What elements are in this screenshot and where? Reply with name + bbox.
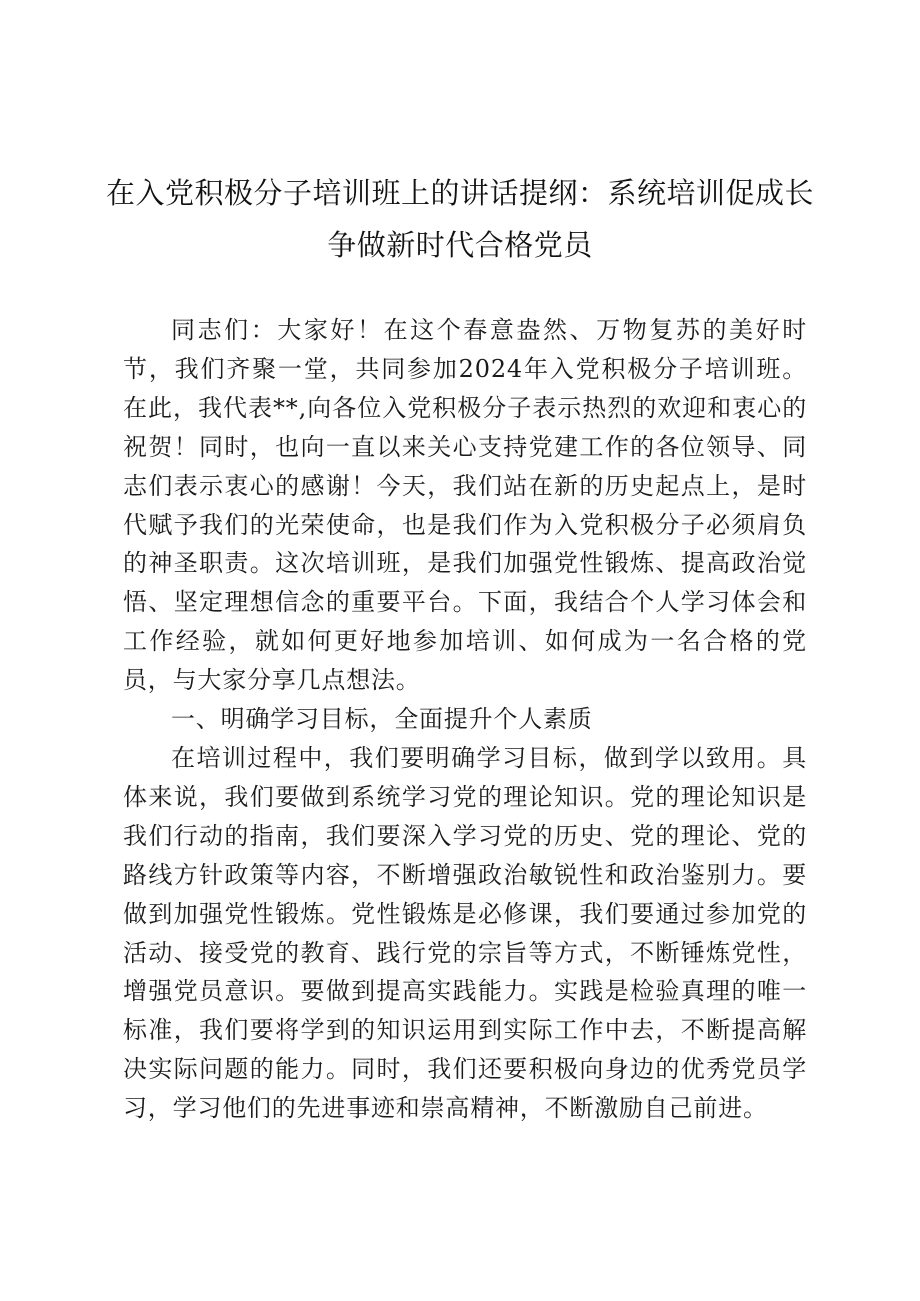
opening-paragraph: 同志们：大家好！在这个春意盎然、万物复苏的美好时节，我们齐聚一堂，共同参加2024年入党积极分子培训班。在此，我代表**,向各位入党积极分子表示热烈的欢迎和衷心的祝贺！同时，也向一直以来关心支持党建工作的各位领导、同志们表示衷心的感谢！今天，我们站在新的历史起点上，是时代赋予我们的光荣使命，也是我们作为入党积极分子必须肩负的神圣职责。这次培训班，是我们加强党性锻炼、提高政治觉悟、坚定理想信念的重要平台。下面，我结合个人学习体会和工作经验，就如何更好地参加培训、如何成为一名合格的党员，与大家分享几点想法。 <box>123 316 807 695</box>
document-title-line-1: 在入党积极分子培训班上的讲话提纲：系统培训促成长 <box>105 176 814 210</box>
document-body <box>123 311 807 1128</box>
section-1-paragraph: 在培训过程中，我们要明确学习目标，做到学以致用。具体来说，我们要做到系统学习党的理论知识。党的理论知识是我们行动的指南，我们要深入学习党的历史、党的理论、党的路线方针政策等内容，不断增强政治敏锐性和政治鉴别力。要做到加强党性锻炼。党性锻炼是必修课，我们要通过参加党的活动、接受党的教育、践行党的宗旨等方式，不断锤炼党性，增强党员意识。要做到提高实践能力。实践是检验真理的唯一标准，我们要将学到的知识运用到实际工作中去，不断提高解决实际问题的能力。同时，我们还要积极向身边的优秀党员学习，学习他们的先进事迹和崇高精神，不断激励自己前进。 <box>123 743 807 1123</box>
section-heading-1: 一、明确学习目标，全面提升个人素质 <box>171 705 593 734</box>
document-title-line-2: 争做新时代合格党员 <box>327 228 593 262</box>
